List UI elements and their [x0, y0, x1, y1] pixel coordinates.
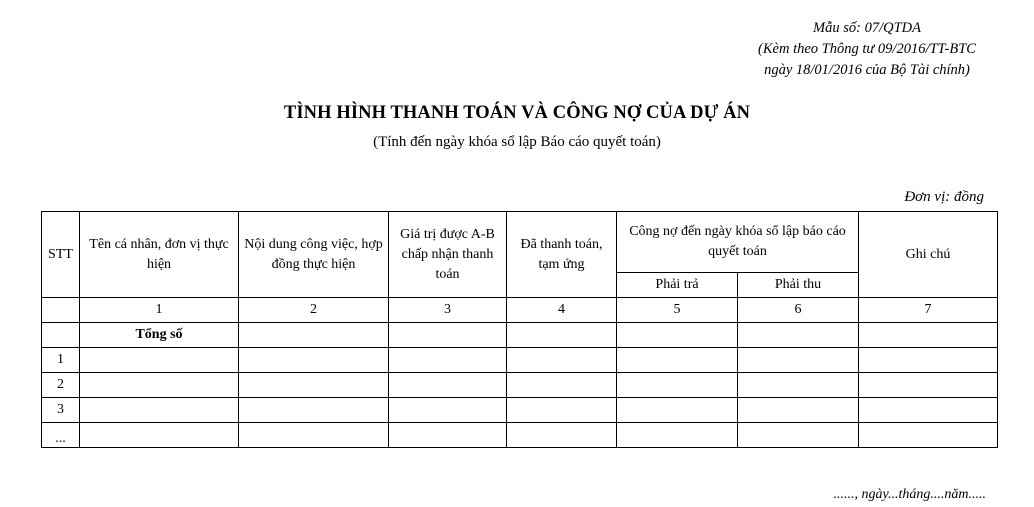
header-content: Nội dung công việc, hợp đồng thực hiện — [239, 212, 389, 298]
cell — [239, 323, 389, 348]
cell — [239, 398, 389, 423]
cell — [738, 348, 859, 373]
row-stt: ... — [42, 423, 80, 448]
cell — [738, 423, 859, 448]
cell — [859, 398, 998, 423]
table-row — [42, 423, 998, 448]
cell — [80, 348, 239, 373]
payment-debt-table — [41, 211, 998, 448]
col-num: 5 — [617, 298, 738, 323]
col-num: 6 — [738, 298, 859, 323]
total-row — [42, 323, 998, 348]
col-num: 2 — [239, 298, 389, 323]
cell — [859, 348, 998, 373]
cell — [738, 323, 859, 348]
header-stt: STT — [42, 212, 80, 298]
cell — [859, 423, 998, 448]
cell — [80, 423, 239, 448]
cell — [738, 373, 859, 398]
col-num: 3 — [389, 298, 507, 323]
cell — [239, 373, 389, 398]
page-title: TÌNH HÌNH THANH TOÁN VÀ CÔNG NỢ CỦA DỰ ÁN — [283, 103, 751, 123]
col-num — [42, 298, 80, 323]
cell — [389, 323, 507, 348]
col-num: 1 — [80, 298, 239, 323]
form-reference — [700, 18, 1034, 81]
cell — [80, 398, 239, 423]
cell — [617, 398, 738, 423]
col-num: 7 — [859, 298, 998, 323]
currency-unit: Đơn vị: đồng — [904, 189, 984, 205]
cell — [42, 323, 80, 348]
cell — [507, 373, 617, 398]
cell — [617, 348, 738, 373]
table-row — [42, 373, 998, 398]
cell — [507, 323, 617, 348]
cell — [617, 323, 738, 348]
cell — [389, 348, 507, 373]
cell — [507, 398, 617, 423]
header-value: Giá trị được A-B chấp nhận thanh toán — [389, 212, 507, 298]
table-row — [42, 398, 998, 423]
cell — [239, 423, 389, 448]
table-row — [42, 348, 998, 373]
total-label: Tổng số — [80, 323, 239, 348]
cell — [239, 348, 389, 373]
cell — [617, 373, 738, 398]
cell — [738, 398, 859, 423]
header-name: Tên cá nhân, đơn vị thực hiện — [80, 212, 239, 298]
cell — [507, 423, 617, 448]
form-number: Mẫu số: 07/QTDA — [813, 20, 921, 36]
form-date: ngày 18/01/2016 của Bộ Tài chính) — [764, 62, 970, 78]
cell — [859, 373, 998, 398]
cell — [389, 423, 507, 448]
cell — [507, 348, 617, 373]
row-stt: 3 — [42, 398, 80, 423]
col-num: 4 — [507, 298, 617, 323]
page-subtitle: (Tính đến ngày khóa sổ lập Báo cáo quyết toán) — [373, 134, 661, 150]
cell — [859, 323, 998, 348]
header-paid: Đã thanh toán, tạm ứng — [507, 212, 617, 298]
row-stt: 1 — [42, 348, 80, 373]
cell — [80, 373, 239, 398]
header-note: Ghi chú — [859, 212, 998, 298]
form-circular: (Kèm theo Thông tư 09/2016/TT-BTC — [758, 41, 976, 57]
cell — [389, 398, 507, 423]
header-row — [42, 212, 998, 273]
column-number-row — [42, 298, 998, 323]
date-signature-line: ......, ngày...tháng....năm..... — [833, 487, 986, 502]
header-receivable: Phải thu — [738, 273, 859, 298]
header-debt-group: Công nợ đến ngày khóa sổ lập báo cáo quyết toán — [617, 212, 859, 273]
row-stt: 2 — [42, 373, 80, 398]
header-payable: Phải trả — [617, 273, 738, 298]
cell — [389, 373, 507, 398]
cell — [617, 423, 738, 448]
